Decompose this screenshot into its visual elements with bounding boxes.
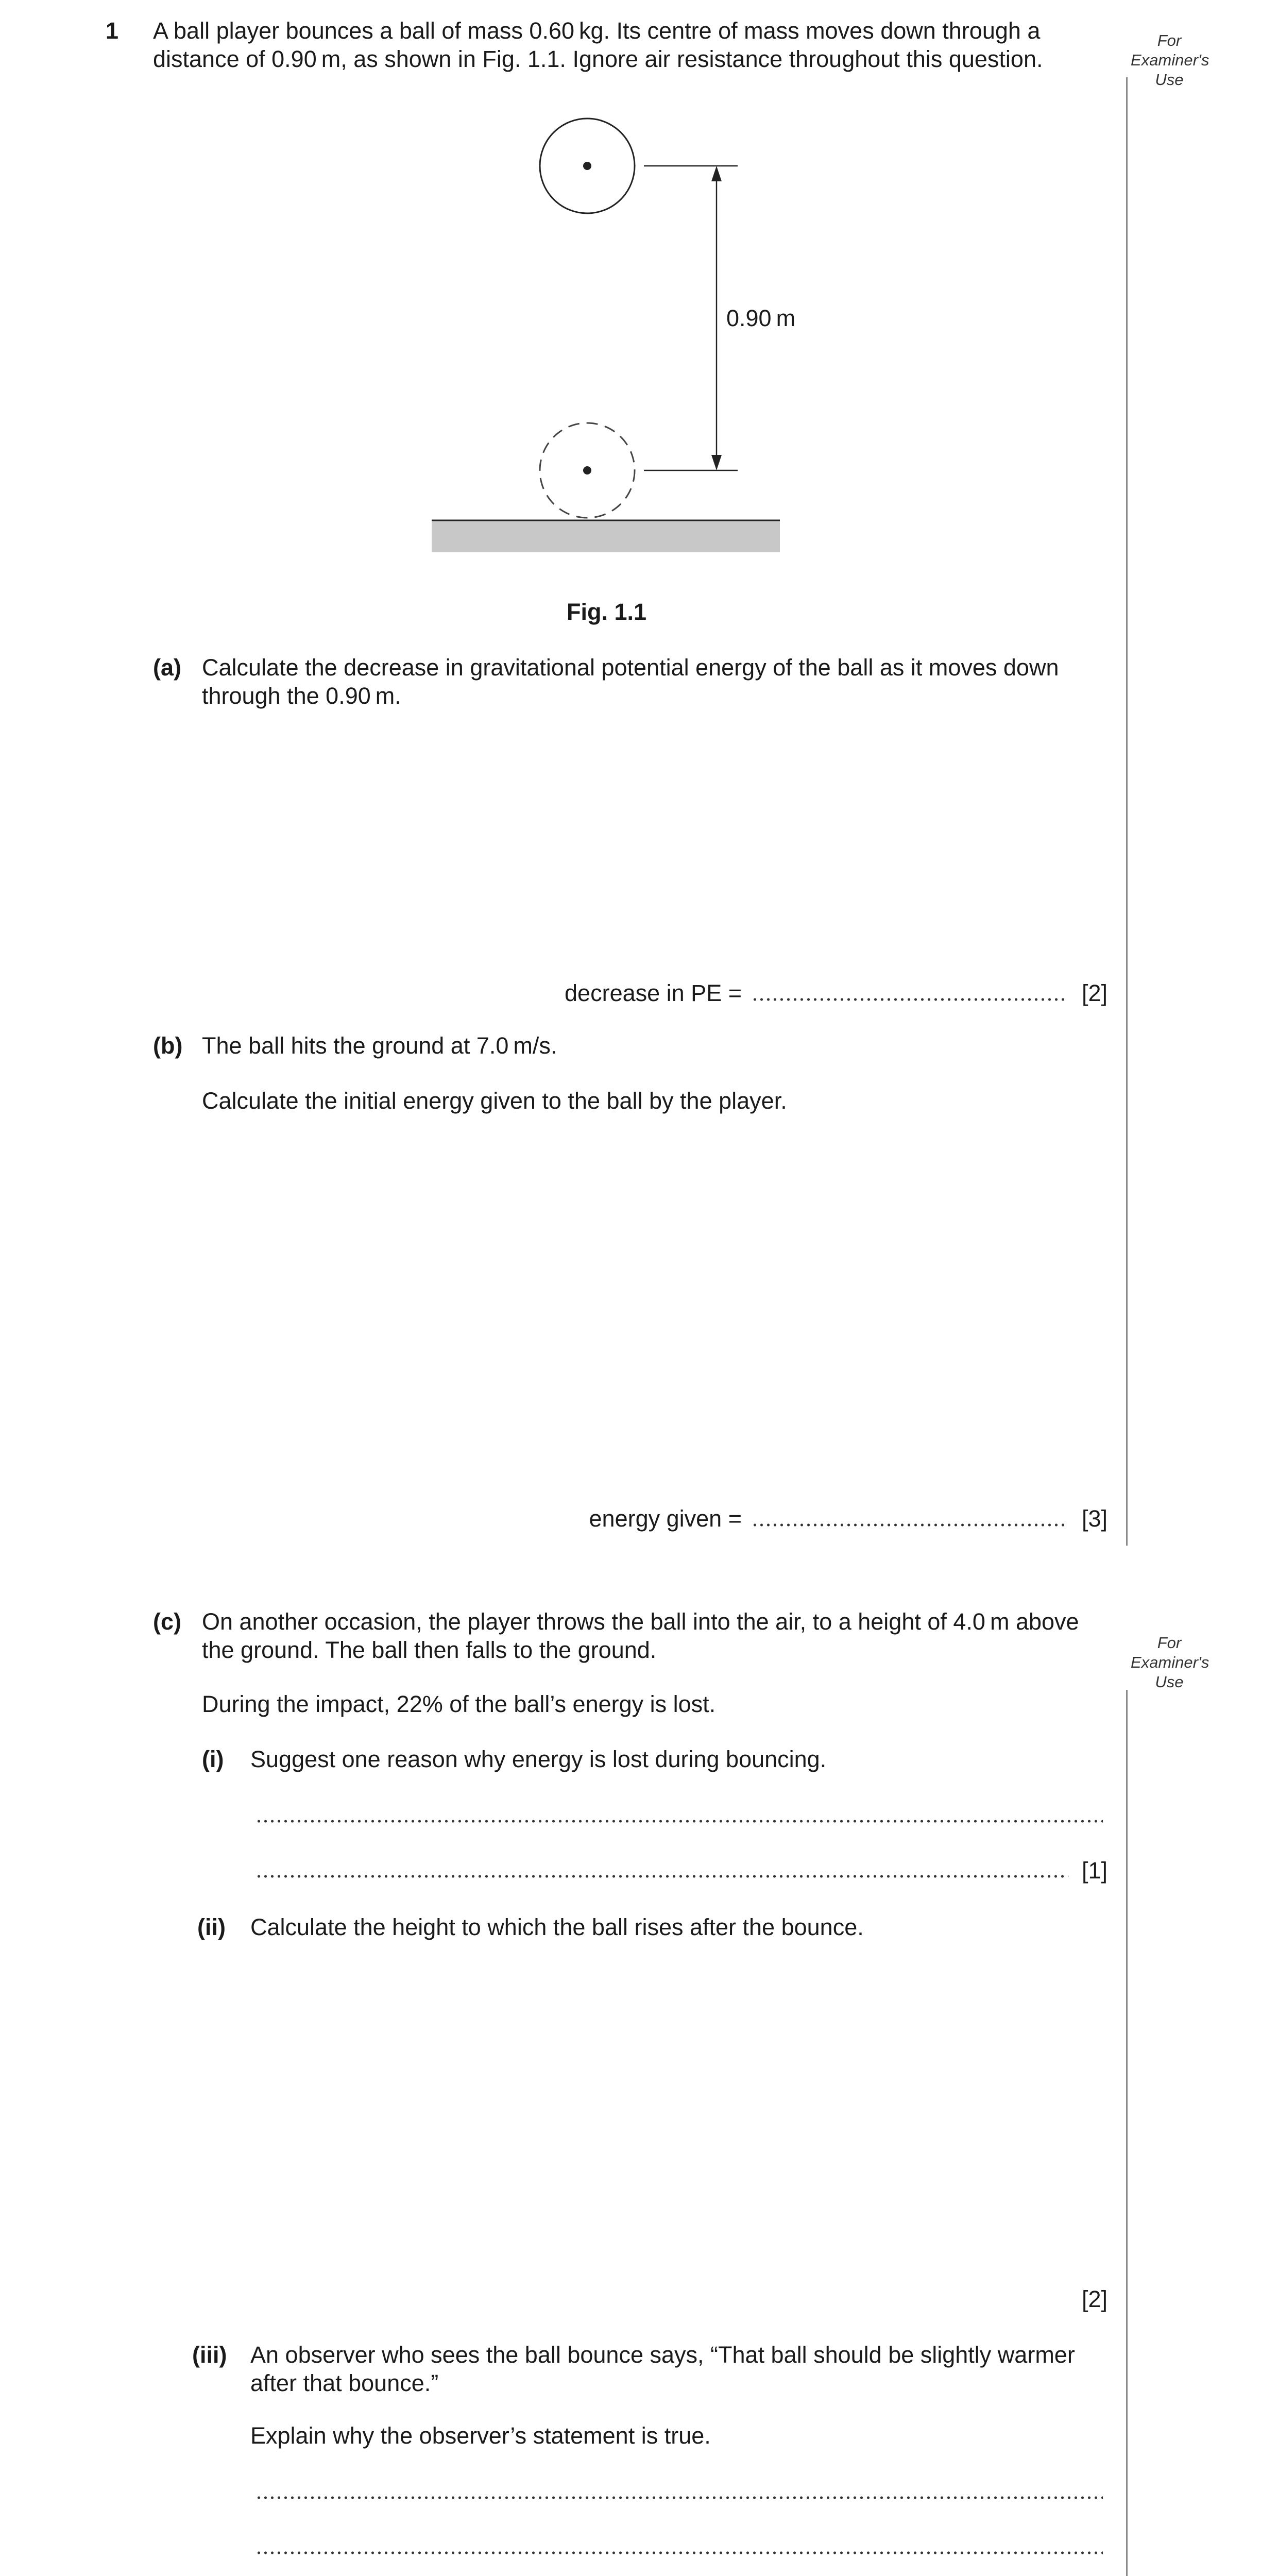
part-a-line: Calculate the decrease in gravitational potential energy of the ball as it moves down xyxy=(202,654,1059,681)
part-c-label: (c) xyxy=(153,1608,181,1635)
part-c-i-label: (i) xyxy=(202,1746,224,1772)
part-c-iii-answer-line-1[interactable] xyxy=(255,2495,1103,2500)
part-a-answer-label: decrease in PE = xyxy=(565,980,742,1006)
part-c-iii-line: An observer who sees the ball bounce says, “That ball should be slightly warmer xyxy=(250,2342,1075,2368)
part-c-text xyxy=(202,1607,1111,1664)
examiner-margin-line-bottom xyxy=(1126,1690,1128,2576)
question-number: 1 xyxy=(106,18,119,44)
examiner-note-line: For xyxy=(1157,1634,1182,1652)
ball-bottom-centre xyxy=(583,466,591,474)
figure-ball-drop xyxy=(0,0,1278,644)
part-a-marks: [2] xyxy=(1082,980,1108,1006)
part-c-i-answer-line-1[interactable] xyxy=(255,1819,1103,1824)
distance-label: 0.90 m xyxy=(726,305,796,331)
examiner-note-line: Use xyxy=(1155,1673,1184,1691)
part-b-label: (b) xyxy=(153,1032,183,1059)
arrow-head-up xyxy=(711,166,722,181)
part-c-i-answer-line-2[interactable] xyxy=(255,1874,1068,1879)
intro-line: A ball player bounces a ball of mass 0.60 kg. Its centre of mass moves down through a xyxy=(153,18,1041,44)
part-c-i-marks: [1] xyxy=(1082,1857,1108,1884)
part-c-iii-text xyxy=(250,2341,1111,2397)
part-a-label: (a) xyxy=(153,654,181,681)
part-c-iii-answer-line-2[interactable] xyxy=(255,2550,1103,2555)
part-c-iii-text2: Explain why the observer’s statement is true. xyxy=(250,2422,711,2449)
part-c-line: On another occasion, the player throws the ball into the air, to a height of 4.0 m above xyxy=(202,1608,1079,1635)
examiner-note-line: Examiner's xyxy=(1131,1653,1209,1671)
ball-top-centre xyxy=(583,162,591,170)
part-b-text2: Calculate the initial energy given to the ball by the player. xyxy=(202,1088,787,1114)
part-b-text1: The ball hits the ground at 7.0 m/s. xyxy=(202,1032,557,1059)
part-b-marks: [3] xyxy=(1082,1505,1108,1532)
figure-caption: Fig. 1.1 xyxy=(567,599,647,625)
part-c-ii-text: Calculate the height to which the ball rises after the bounce. xyxy=(250,1914,864,1940)
part-c-ii-marks: [2] xyxy=(1082,2286,1108,2312)
part-c-iii-label: (iii) xyxy=(192,2342,227,2368)
intro-line: distance of 0.90 m, as shown in Fig. 1.1. Ignore air resistance throughout this question. xyxy=(153,46,1043,72)
examiner-use-note-bottom xyxy=(1131,1633,1208,1692)
ground-shading xyxy=(432,520,780,552)
part-b-answer-field[interactable] xyxy=(752,1522,1068,1528)
part-b-answer-label: energy given = xyxy=(589,1505,742,1532)
part-c-i-text: Suggest one reason why energy is lost during bouncing. xyxy=(250,1746,827,1772)
arrow-head-down xyxy=(711,455,722,470)
part-c-iii-line: after that bounce.” xyxy=(250,2370,439,2396)
part-c-text2: During the impact, 22% of the ball’s energy is lost. xyxy=(202,1691,716,1717)
examiner-note-line: Examiner's xyxy=(1131,51,1209,69)
part-a-line: through the 0.90 m. xyxy=(202,683,401,709)
part-c-ii-label: (ii) xyxy=(197,1914,226,1940)
part-a-text xyxy=(202,653,1111,710)
part-a-answer-field[interactable] xyxy=(752,997,1068,1002)
part-c-line: the ground. The ball then falls to the ground. xyxy=(202,1637,657,1663)
examiner-note-line: For xyxy=(1157,31,1182,49)
examiner-note-line: Use xyxy=(1155,71,1184,89)
